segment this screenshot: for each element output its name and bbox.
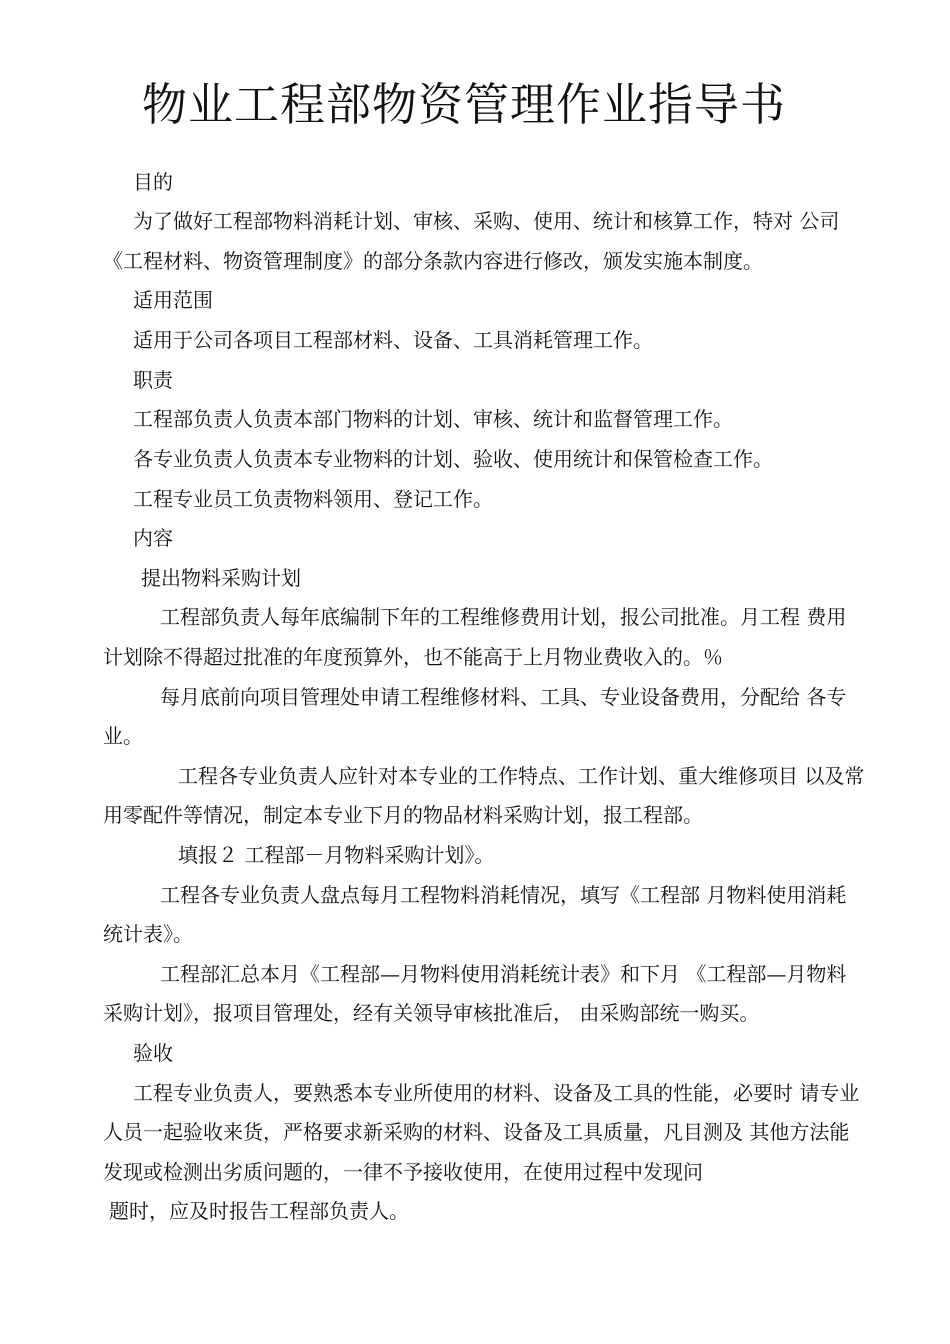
content-text-line: 填报２ 工程部－月物料采购计划》。 xyxy=(178,843,495,867)
acceptance-text-line: 题时，应及时报告工程部负责人。 xyxy=(109,1199,409,1223)
heading-responsibilities: 职责 xyxy=(133,368,173,392)
responsibility-text-line: 工程部负责人负责本部门物料的计划、审核、统计和监督管理工作。 xyxy=(133,407,733,431)
heading-acceptance: 验收 xyxy=(133,1041,173,1065)
heading-scope: 适用范围 xyxy=(133,288,213,312)
acceptance-text-line: 发现或检测出劣质问题的，一律不予接收使用，在使用过程中发现问 xyxy=(103,1160,703,1184)
heading-purpose: 目的 xyxy=(133,170,173,194)
content-text-line: 用零配件等情况，制定本专业下月的物品材料采购计划，报工程部。 xyxy=(103,803,703,827)
purpose-text-line: 为了做好工程部物料消耗计划、审核、采购、使用、统计和核算工作，特对 公司 xyxy=(133,209,840,233)
content-text-line: 业。 xyxy=(103,724,143,748)
content-text-line: 工程部负责人每年底编制下年的工程维修费用计划，报公司批准。月工程 费用 xyxy=(160,605,847,629)
content-text-line: 工程部汇总本月《工程部—月物料使用消耗统计表》和下月 《工程部—月物料 xyxy=(160,962,847,986)
acceptance-text-line: 人员一起验收来货，严格要求新采购的材料、设备及工具质量，凡目测及 其他方法能 xyxy=(103,1120,850,1144)
content-text-line: 工程各专业负责人盘点每月工程物料消耗情况，填写《工程部 月物料使用消耗 xyxy=(160,883,847,907)
acceptance-text-line: 工程专业负责人，要熟悉本专业所使用的材料、设备及工具的性能，必要时 请专业 xyxy=(133,1081,860,1105)
content-text-line: 采购计划》，报项目管理处，经有关领导审核批准后， 由采购部统一购买。 xyxy=(103,1001,760,1025)
document-title: 物业工程部物资管理作业指导书 xyxy=(142,78,787,131)
content-text-line: 统计表》。 xyxy=(103,922,193,946)
purpose-text-line: 《工程材料、物资管理制度》的部分条款内容进行修改，颁发实施本制度。 xyxy=(103,249,763,273)
responsibility-text-line: 工程专业员工负责物料领用、登记工作。 xyxy=(133,487,493,511)
heading-content: 内容 xyxy=(133,526,173,550)
scope-text-line: 适用于公司各项目工程部材料、设备、工具消耗管理工作。 xyxy=(133,328,653,352)
content-text-line: 工程各专业负责人应针对本专业的工作特点、工作计划、重大维修项目 以及常 xyxy=(178,764,865,788)
content-text-line: 每月底前向项目管理处申请工程维修材料、工具、专业设备费用，分配给 各专 xyxy=(160,685,847,709)
content-text-line: 计划除不得超过批准的年度预算外，也不能高于上月物业费收入的。％ xyxy=(103,645,723,669)
subheading-purchase-plan: 提出物料采购计划 xyxy=(141,566,301,590)
responsibility-text-line: 各专业负责人负责本专业物料的计划、验收、使用统计和保管检查工作。 xyxy=(133,447,773,471)
